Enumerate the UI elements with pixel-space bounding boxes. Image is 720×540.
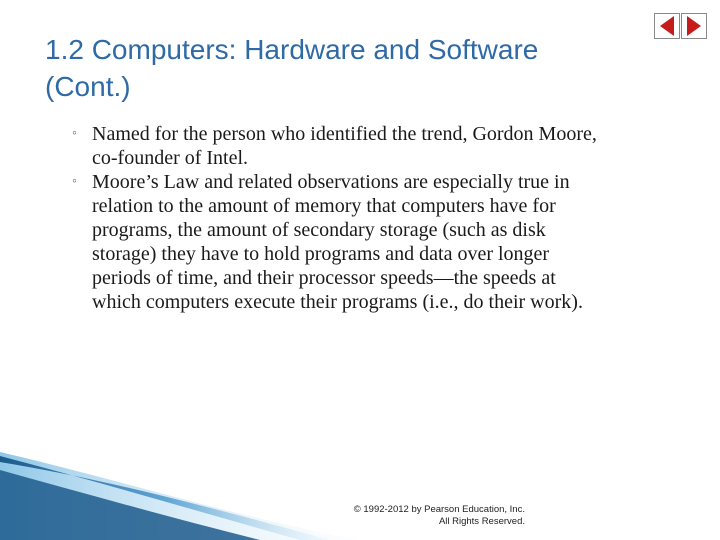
previous-slide-icon [660,16,674,36]
bullet-line: storage) they have to hold programs and data over longer [92,243,550,265]
copyright-footer [320,504,525,528]
rights-line: All Rights Reserved. [438,516,525,527]
bullet-item [72,170,702,314]
bullet-item [72,122,702,170]
bullet-list [72,122,702,314]
previous-slide-button[interactable] [654,13,680,39]
bullet-line: relation to the amount of memory that computers have for [92,195,556,217]
bullet-line: periods of time, and their processor speeds—the speeds at [92,267,556,289]
bullet-marker: ◦ [72,174,77,189]
next-slide-button[interactable] [681,13,707,39]
bullet-marker: ◦ [72,126,77,141]
slide-title-line-2: (Cont.) [45,71,131,102]
copyright-line: © 1992-2012 by Pearson Education, Inc. [353,504,525,515]
bullet-line: which computers execute their programs (i.e., do their work). [92,291,583,313]
bullet-line: programs, the amount of secondary storage (such as disk [92,219,546,241]
bullet-line: Moore’s Law and related observations are especially true in [92,171,570,193]
slide-title-line-1: 1.2 Computers: Hardware and Software [45,34,539,65]
slide-title [45,31,645,105]
bullet-line: co-founder of Intel. [92,147,249,169]
bullet-line: Named for the person who identified the trend, Gordon Moore, [92,123,597,145]
next-slide-icon [687,16,701,36]
